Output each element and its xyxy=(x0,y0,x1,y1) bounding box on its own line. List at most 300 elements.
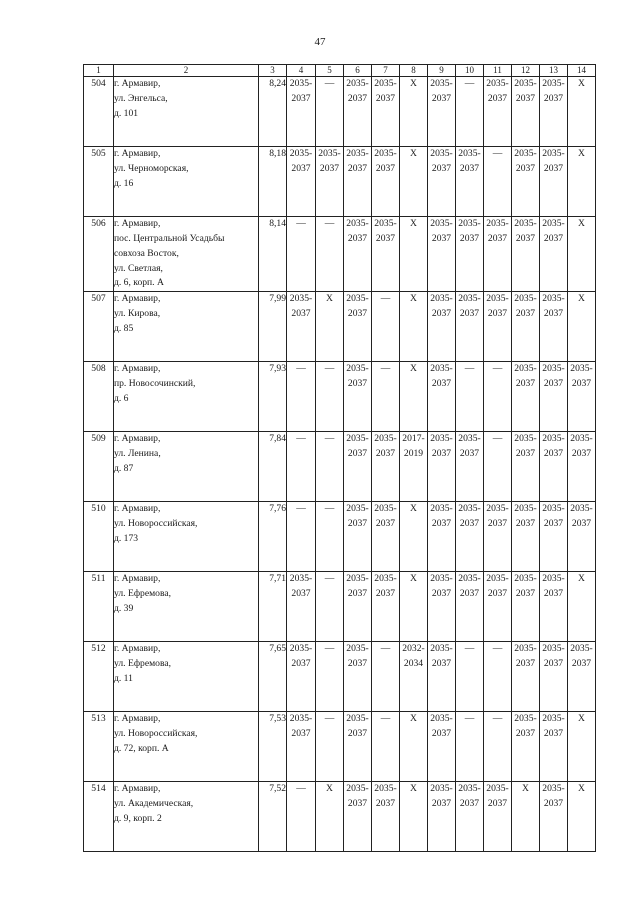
address-line: д. 101 xyxy=(114,107,139,119)
row-number: 508 xyxy=(84,362,114,432)
period-cell: Х xyxy=(400,712,428,782)
period-cell xyxy=(456,292,484,362)
period-start: 2035- xyxy=(289,148,313,159)
period-cell xyxy=(372,432,400,502)
row-number: 510 xyxy=(84,502,114,572)
column-header: 2 xyxy=(114,65,259,77)
period-cell xyxy=(372,217,400,292)
period-end: 2037 xyxy=(543,798,564,810)
period-end: 2037 xyxy=(319,162,340,174)
address-line: ул. Черноморская, xyxy=(114,162,189,174)
period-end: 2037 xyxy=(487,588,508,600)
period-start: 2035- xyxy=(346,218,369,229)
period-cell xyxy=(540,217,568,292)
period-end: 2037 xyxy=(459,308,480,320)
period-cell xyxy=(344,292,372,362)
period-end: 2037 xyxy=(375,448,396,460)
period-end: 2037 xyxy=(543,728,564,740)
period-cell xyxy=(456,782,484,852)
period-end: 2037 xyxy=(291,92,311,104)
value-cell: 7,99 xyxy=(259,292,287,362)
table-row xyxy=(84,147,596,217)
period-cell: — xyxy=(316,572,344,642)
period-end: 2037 xyxy=(347,658,368,670)
column-header: 11 xyxy=(484,65,512,77)
address-line: пр. Новосочинский, xyxy=(114,378,196,390)
period-cell: Х xyxy=(400,572,428,642)
column-header: 5 xyxy=(316,65,344,77)
period-end: 2037 xyxy=(543,232,564,244)
column-header: 8 xyxy=(400,65,428,77)
period-start: 2035- xyxy=(289,293,313,305)
period-cell xyxy=(287,147,316,217)
period-end: 2037 xyxy=(431,518,452,530)
row-number: 511 xyxy=(84,572,114,642)
period-end: 2037 xyxy=(431,378,452,390)
row-number: 513 xyxy=(84,712,114,782)
table-row xyxy=(84,292,596,362)
period-cell xyxy=(400,432,428,502)
period-end: 2019 xyxy=(403,448,424,460)
period-start: 2035- xyxy=(374,218,397,229)
period-start: 2035- xyxy=(570,363,593,375)
period-cell xyxy=(344,217,372,292)
row-number: 507 xyxy=(84,292,114,362)
period-start: 2035- xyxy=(289,643,313,655)
period-cell xyxy=(428,712,456,782)
column-header: 7 xyxy=(372,65,400,77)
value-cell: 8,18 xyxy=(259,147,287,217)
period-cell xyxy=(428,782,456,852)
period-cell xyxy=(568,642,596,712)
period-cell: — xyxy=(372,292,400,362)
period-cell: — xyxy=(287,782,316,852)
period-cell xyxy=(484,217,512,292)
period-cell xyxy=(344,362,372,432)
period-start: 2035- xyxy=(430,78,453,89)
period-end: 2037 xyxy=(543,448,564,460)
period-end: 2037 xyxy=(515,588,536,600)
address-line: ул. Новороссийская, xyxy=(114,728,198,740)
period-end: 2037 xyxy=(515,92,536,104)
period-cell: — xyxy=(484,642,512,712)
period-cell: — xyxy=(316,77,344,147)
period-start: 2035- xyxy=(570,503,593,515)
address-cell xyxy=(114,432,259,502)
period-end: 2037 xyxy=(291,588,311,600)
period-cell: — xyxy=(484,712,512,782)
address-cell xyxy=(114,502,259,572)
period-cell: — xyxy=(316,362,344,432)
period-start: 2035- xyxy=(542,643,565,655)
address-line: д. 72, корп. А xyxy=(114,743,169,755)
period-cell: — xyxy=(456,712,484,782)
period-cell: Х xyxy=(400,292,428,362)
period-cell: — xyxy=(484,362,512,432)
column-header: 9 xyxy=(428,65,456,77)
period-start: 2035- xyxy=(430,293,453,305)
period-end: 2037 xyxy=(487,308,508,320)
period-start: 2035- xyxy=(346,78,369,89)
period-end: 2037 xyxy=(431,798,452,810)
period-start: 2035- xyxy=(458,293,481,305)
address-line: д. 87 xyxy=(114,463,134,475)
period-end: 2037 xyxy=(543,588,564,600)
period-cell xyxy=(512,217,540,292)
period-end: 2037 xyxy=(543,378,564,390)
address-line: ул. Ефремова, xyxy=(114,658,172,670)
column-header: 13 xyxy=(540,65,568,77)
period-end: 2037 xyxy=(347,92,368,104)
period-cell xyxy=(540,147,568,217)
period-start: 2035- xyxy=(430,783,453,795)
period-cell xyxy=(428,362,456,432)
period-cell xyxy=(540,502,568,572)
period-start: 2035- xyxy=(458,218,481,229)
period-start: 2035- xyxy=(346,643,369,655)
period-end: 2037 xyxy=(515,518,536,530)
period-start: 2035- xyxy=(458,433,481,445)
period-end: 2037 xyxy=(375,162,396,174)
period-end: 2037 xyxy=(431,162,452,174)
period-end: 2037 xyxy=(543,518,564,530)
address-line: д. 11 xyxy=(114,673,133,685)
table-header xyxy=(84,65,596,77)
address-line: г. Армавир, xyxy=(114,783,161,795)
table-row xyxy=(84,432,596,502)
period-end: 2037 xyxy=(487,232,508,244)
address-line: г. Армавир, xyxy=(114,433,161,445)
period-end: 2037 xyxy=(459,518,480,530)
period-end: 2037 xyxy=(515,728,536,740)
period-cell: Х xyxy=(400,147,428,217)
period-start: 2035- xyxy=(542,78,565,89)
period-cell: Х xyxy=(568,782,596,852)
period-end: 2037 xyxy=(459,588,480,600)
period-end: 2037 xyxy=(431,448,452,460)
period-start: 2017- xyxy=(402,433,425,445)
value-cell: 7,71 xyxy=(259,572,287,642)
period-start: 2035- xyxy=(289,713,313,725)
period-cell xyxy=(344,782,372,852)
table-row xyxy=(84,782,596,852)
period-start: 2035- xyxy=(542,713,565,725)
period-cell xyxy=(372,572,400,642)
period-cell xyxy=(512,77,540,147)
period-cell: Х xyxy=(316,782,344,852)
period-start: 2035- xyxy=(542,363,565,375)
period-end: 2037 xyxy=(375,588,396,600)
period-start: 2035- xyxy=(458,148,481,159)
period-cell xyxy=(372,147,400,217)
period-cell: Х xyxy=(400,362,428,432)
period-end: 2037 xyxy=(431,588,452,600)
period-end: 2037 xyxy=(515,162,536,174)
address-line: пос. Центральной Усадьбы xyxy=(114,232,225,244)
period-start: 2035- xyxy=(430,218,453,229)
period-end: 2037 xyxy=(515,448,536,460)
period-cell xyxy=(428,502,456,572)
period-end: 2037 xyxy=(375,232,396,244)
period-cell xyxy=(316,147,344,217)
address-line: г. Армавир, xyxy=(114,713,161,725)
period-start: 2035- xyxy=(374,78,397,89)
period-cell xyxy=(287,77,316,147)
address-line: г. Армавир, xyxy=(114,363,161,375)
period-end: 2037 xyxy=(431,658,452,670)
period-start: 2035- xyxy=(430,433,453,445)
address-cell xyxy=(114,782,259,852)
period-cell: — xyxy=(316,502,344,572)
period-cell xyxy=(512,502,540,572)
period-start: 2035- xyxy=(430,363,453,375)
period-end: 2034 xyxy=(403,658,424,670)
period-cell xyxy=(287,712,316,782)
address-cell xyxy=(114,642,259,712)
period-end: 2037 xyxy=(487,798,508,810)
period-cell xyxy=(540,292,568,362)
period-end: 2037 xyxy=(347,588,368,600)
period-start: 2035- xyxy=(430,148,453,159)
period-cell xyxy=(344,147,372,217)
period-start: 2035- xyxy=(458,783,481,795)
column-header: 6 xyxy=(344,65,372,77)
period-end: 2037 xyxy=(459,162,480,174)
row-number: 504 xyxy=(84,77,114,147)
table-row xyxy=(84,642,596,712)
period-end: 2037 xyxy=(515,308,536,320)
period-end: 2037 xyxy=(515,232,536,244)
period-end: 2037 xyxy=(347,728,368,740)
period-cell xyxy=(484,502,512,572)
period-end: 2037 xyxy=(347,798,368,810)
address-line: ул. Кирова, xyxy=(114,308,161,320)
period-cell xyxy=(484,292,512,362)
period-cell: — xyxy=(456,77,484,147)
column-header: 4 xyxy=(287,65,316,77)
period-cell: Х xyxy=(568,77,596,147)
period-end: 2037 xyxy=(347,378,368,390)
period-cell xyxy=(540,77,568,147)
period-cell: — xyxy=(372,712,400,782)
column-header: 14 xyxy=(568,65,596,77)
period-start: 2035- xyxy=(346,363,369,375)
period-end: 2037 xyxy=(571,448,592,460)
period-end: 2037 xyxy=(347,308,368,320)
address-line: ул. Ленина, xyxy=(114,448,161,460)
period-start: 2035- xyxy=(346,783,369,795)
period-cell xyxy=(512,147,540,217)
row-number: 514 xyxy=(84,782,114,852)
period-start: 2035- xyxy=(289,573,313,585)
value-cell: 8,24 xyxy=(259,77,287,147)
period-end: 2037 xyxy=(543,308,564,320)
row-number: 512 xyxy=(84,642,114,712)
value-cell: 7,93 xyxy=(259,362,287,432)
period-end: 2037 xyxy=(459,798,480,810)
period-end: 2037 xyxy=(543,658,564,670)
period-cell xyxy=(428,572,456,642)
period-start: 2035- xyxy=(346,148,369,159)
address-line: г. Армавир, xyxy=(114,293,161,305)
period-start: 2035- xyxy=(514,363,537,375)
period-start: 2035- xyxy=(542,573,565,585)
period-cell xyxy=(568,362,596,432)
period-cell xyxy=(484,782,512,852)
period-cell xyxy=(372,502,400,572)
period-end: 2037 xyxy=(459,232,480,244)
period-cell: — xyxy=(287,432,316,502)
table-row xyxy=(84,362,596,432)
address-line: д. 9, корп. 2 xyxy=(114,813,162,825)
period-cell xyxy=(428,432,456,502)
period-cell: Х xyxy=(568,147,596,217)
period-cell xyxy=(456,147,484,217)
period-cell xyxy=(428,217,456,292)
address-line: г. Армавир, xyxy=(114,78,161,89)
row-number: 506 xyxy=(84,217,114,292)
period-start: 2035- xyxy=(542,503,565,515)
period-cell: Х xyxy=(400,217,428,292)
period-cell: — xyxy=(484,432,512,502)
address-line: г. Армавир, xyxy=(114,643,161,655)
period-cell: Х xyxy=(400,77,428,147)
period-end: 2037 xyxy=(543,162,564,174)
column-header: 1 xyxy=(84,65,114,77)
period-end: 2037 xyxy=(515,378,536,390)
address-cell xyxy=(114,362,259,432)
period-cell xyxy=(344,432,372,502)
period-cell xyxy=(540,432,568,502)
period-end: 2037 xyxy=(291,308,311,320)
period-cell: — xyxy=(287,217,316,292)
period-cell: — xyxy=(456,362,484,432)
column-header: 10 xyxy=(456,65,484,77)
period-end: 2037 xyxy=(291,728,311,740)
period-end: 2037 xyxy=(431,308,452,320)
period-end: 2037 xyxy=(291,162,311,174)
column-header: 12 xyxy=(512,65,540,77)
period-cell xyxy=(568,432,596,502)
address-line: д. 6, корп. А xyxy=(114,277,164,289)
period-cell: Х xyxy=(512,782,540,852)
address-line: д. 6 xyxy=(114,393,129,405)
table-row xyxy=(84,712,596,782)
period-end: 2037 xyxy=(375,518,396,530)
period-cell: — xyxy=(287,502,316,572)
period-start: 2035- xyxy=(430,573,453,585)
period-cell xyxy=(540,642,568,712)
period-cell: — xyxy=(316,217,344,292)
period-start: 2035- xyxy=(486,783,509,795)
period-start: 2035- xyxy=(514,218,537,229)
address-line: д. 173 xyxy=(114,533,139,545)
period-cell xyxy=(540,572,568,642)
period-cell xyxy=(512,432,540,502)
period-start: 2035- xyxy=(514,643,537,655)
period-start: 2035- xyxy=(374,433,397,445)
period-cell xyxy=(428,642,456,712)
period-cell: — xyxy=(316,432,344,502)
period-start: 2035- xyxy=(514,293,537,305)
period-end: 2037 xyxy=(347,518,368,530)
period-cell xyxy=(456,432,484,502)
period-start: 2035- xyxy=(514,148,537,159)
period-end: 2037 xyxy=(571,658,592,670)
period-cell xyxy=(456,502,484,572)
period-cell xyxy=(400,642,428,712)
address-line: ул. Новороссийская, xyxy=(114,518,198,530)
period-cell xyxy=(540,782,568,852)
address-line: ул. Ефремова, xyxy=(114,588,172,600)
address-line: д. 16 xyxy=(114,177,134,189)
period-cell: Х xyxy=(400,782,428,852)
period-end: 2037 xyxy=(347,162,368,174)
period-cell: Х xyxy=(400,502,428,572)
period-cell xyxy=(512,572,540,642)
period-start: 2035- xyxy=(318,148,341,159)
period-start: 2032- xyxy=(402,643,425,655)
value-cell: 7,52 xyxy=(259,782,287,852)
period-cell: — xyxy=(372,362,400,432)
period-start: 2035- xyxy=(514,573,537,585)
period-cell xyxy=(344,642,372,712)
register-table xyxy=(83,64,596,852)
period-start: 2035- xyxy=(374,503,397,515)
period-cell xyxy=(372,77,400,147)
address-line: г. Армавир, xyxy=(114,573,161,585)
period-end: 2037 xyxy=(487,92,508,104)
period-cell xyxy=(344,77,372,147)
value-cell: 7,84 xyxy=(259,432,287,502)
period-start: 2035- xyxy=(289,78,313,89)
period-start: 2035- xyxy=(542,433,565,445)
period-start: 2035- xyxy=(346,573,369,585)
period-cell xyxy=(287,642,316,712)
period-cell xyxy=(428,147,456,217)
table-row xyxy=(84,217,596,292)
period-start: 2035- xyxy=(458,573,481,585)
period-cell xyxy=(428,292,456,362)
period-end: 2037 xyxy=(515,658,536,670)
period-cell: — xyxy=(456,642,484,712)
period-end: 2037 xyxy=(459,448,480,460)
value-cell: 8,14 xyxy=(259,217,287,292)
row-number: 505 xyxy=(84,147,114,217)
period-cell: Х xyxy=(316,292,344,362)
period-cell: — xyxy=(372,642,400,712)
address-cell xyxy=(114,217,259,292)
address-cell xyxy=(114,712,259,782)
period-cell: Х xyxy=(568,292,596,362)
period-cell xyxy=(512,712,540,782)
period-start: 2035- xyxy=(542,218,565,229)
address-line: совхоза Восток, xyxy=(114,247,179,259)
period-end: 2037 xyxy=(291,658,311,670)
table-row xyxy=(84,77,596,147)
period-cell xyxy=(344,502,372,572)
address-cell xyxy=(114,572,259,642)
period-cell xyxy=(344,712,372,782)
address-cell xyxy=(114,147,259,217)
period-end: 2037 xyxy=(375,92,396,104)
period-cell xyxy=(568,502,596,572)
period-start: 2035- xyxy=(542,783,565,795)
period-cell: Х xyxy=(568,712,596,782)
period-start: 2035- xyxy=(542,148,565,159)
period-cell xyxy=(287,292,316,362)
table-row xyxy=(84,572,596,642)
